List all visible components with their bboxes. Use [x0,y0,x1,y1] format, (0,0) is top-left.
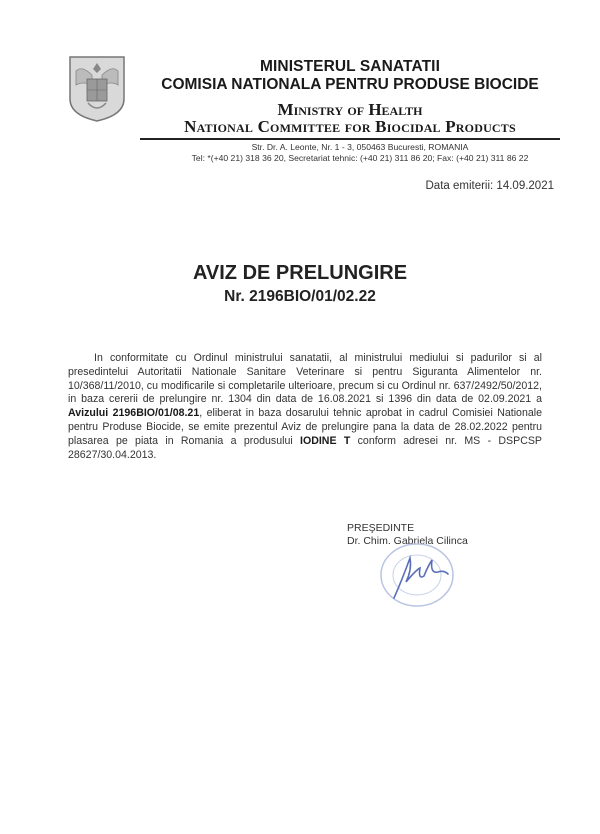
referenced-approval: Avizului 2196BIO/01/08.21 [68,407,200,420]
address-line: Str. Dr. A. Leonte, Nr. 1 - 3, 050463 Bucuresti, ROMANIA [251,142,469,152]
body-part-2: , eliberat in baza dosarului tehnic aprobat in cadrul Comisiei Nationale pentru Produse Biocide, se emite prezentul Aviz de prelungire pana la data de 28.02.2022 pentru plasarea pe piata in Romania a produsului [68,407,542,447]
signatory-name: Dr. Chim. Gabriela Cilinca [347,535,468,547]
ministry-name-ro: MINISTERUL SANATATII [260,58,440,75]
document-number: Nr. 2196BIO/01/02.22 [224,288,376,305]
header-divider [140,138,560,140]
handwritten-signature-icon [394,558,448,598]
body-paragraph [68,352,542,462]
product-name: IODINE T [300,434,351,447]
contact-line: Tel: *(+40 21) 318 36 20, Secretariat tehnic: (+40 21) 311 86 20; Fax: (+40 21) 311 86 22 [191,153,529,163]
ministry-name-en: Ministry of Health [277,100,423,119]
committee-name-ro: COMISIA NATIONALA PENTRU PRODUSE BIOCIDE [161,76,539,93]
body-part-3: conform adresei nr. MS - DSPCSP 28627/30.04.2013. [68,434,542,461]
official-stamp-icon [372,540,462,610]
signatory-role: PREŞEDINTE [347,522,415,534]
document-title: AVIZ DE PRELUNGIRE [192,262,408,284]
committee-name-en: National Committee for Biocidal Products [184,117,516,136]
issue-date: Data emiterii: 14.09.2021 [425,180,554,192]
coat-of-arms-icon [68,55,126,123]
body-part-1: In conformitate cu Ordinul ministrului sanatatii, al ministrului mediului si padurilor si al presedintelui Autoritatii Nationale Sanitare Veterinare si pentru Siguranta Alimentelor nr. 10/368/11/2010, cu modificarile si completarile ulterioare, precum si cu Ordinul nr. 637/2492/50/2012, in baza cererii de prelungire nr. 1304 din data de 16.08.2021 si 1396 din data de 02.09.2021 a [68,352,542,406]
